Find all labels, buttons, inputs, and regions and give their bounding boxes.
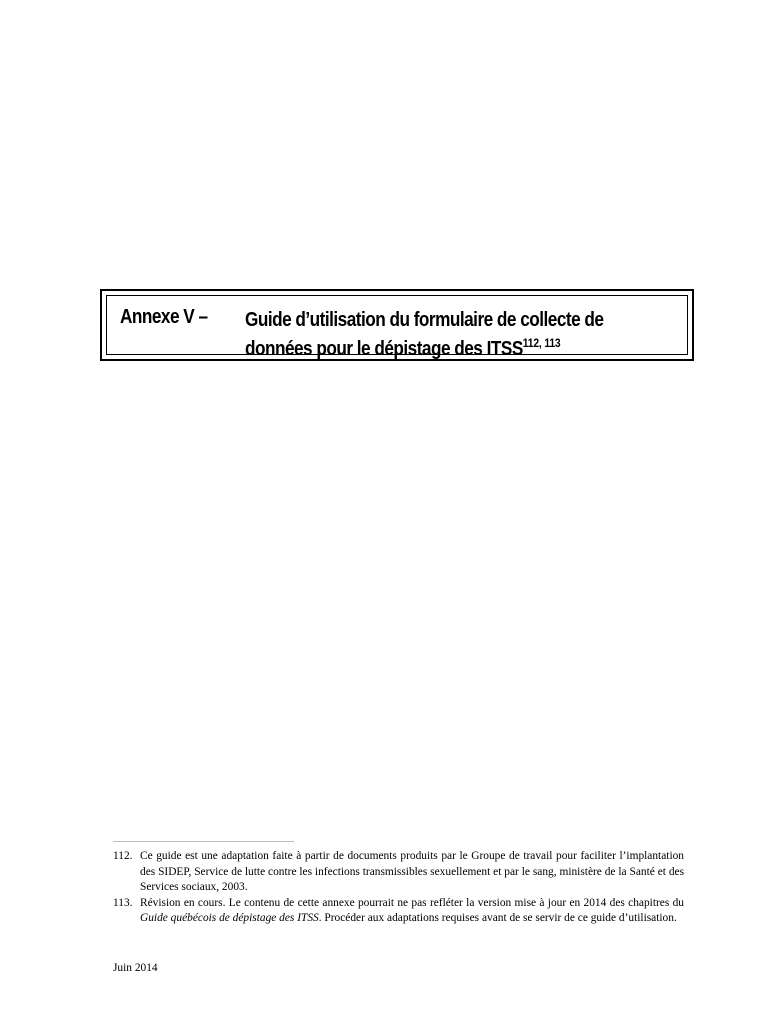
footnote-refs[interactable]: 112, 113: [522, 336, 561, 350]
annex-title: [245, 306, 603, 366]
footnote-113: [113, 896, 684, 927]
page-footer-date: Juin 2014: [113, 962, 158, 974]
annex-title-line-2-text: données pour le dépistage des ITSS: [245, 338, 523, 360]
footnote-number: 112.: [113, 850, 133, 862]
annex-title-box-inner-border: [106, 295, 688, 360]
footnote-separator: [113, 841, 294, 842]
annex-label: Annexe V –: [120, 306, 208, 328]
footnote-number: 113.: [113, 896, 133, 909]
footnote-text-before: Révision en cours. Le contenu de cette annexe pourrait ne pas refléter la version mise à jour en 2014 des chapitres du: [140, 896, 684, 909]
footnote-112: [113, 849, 684, 896]
footnote-text: [140, 896, 684, 927]
footnotes: [113, 849, 684, 927]
annex-title-box: [100, 289, 694, 361]
annex-title-line-2: [245, 335, 603, 366]
footnote-text: Ce guide est une adaptation faite à partir de documents produits par le Groupe de travail pour faciliter l’implantation des SIDEP, Service de lutte contre les infections transmissibles sexuellement et par le sang, ministère de la Santé et des Services sociaux, 2003.: [140, 850, 684, 893]
guide-title-citation: Guide québécois de dépistage des ITSS: [140, 912, 319, 924]
footnote-text-after: . Procéder aux adaptations requises avant de se servir de ce guide d’utilisation.: [318, 912, 677, 924]
annex-title-line-1: Guide d’utilisation du formulaire de collecte de: [245, 309, 604, 331]
